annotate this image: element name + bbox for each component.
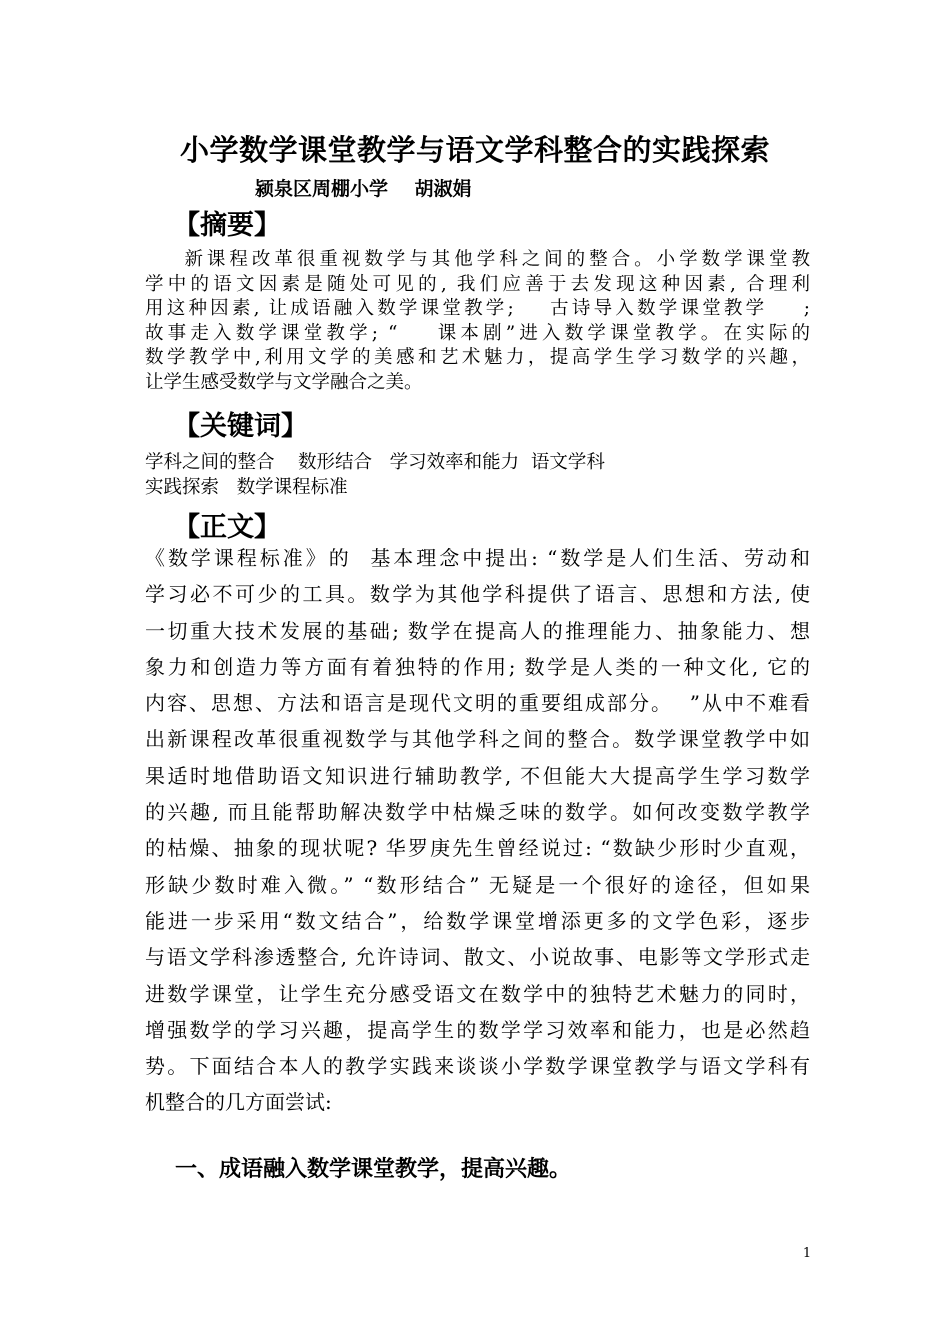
abstract-line: 学中的语文因素是随处可见的, 我们应善于去发现这种因素, 合理利 [145,273,810,295]
body-line: 《数学课程标准》的 基本理念中提出: “数学是人们生活、劳动和 [145,546,810,570]
keywords-line: 学科之间的整合 数形结合 学习效率和能力 语文学科 [145,452,605,473]
abstract-line: 数学教学中,利用文学的美感和艺术魅力，提高学生学习数学的兴趣， [145,347,810,368]
body-line: 象力和创造力等方面有着独特的作用; 数学是人类的一种文化, 它的 [145,654,810,679]
body-line: 机整合的几方面尝试: [145,1090,332,1115]
keywords-heading: 【关键词】 [173,411,308,442]
body-line: 一切重大技术发展的基础; 数学在提高人的推理能力、抽象能力、想 [145,618,810,643]
abstract-line: 让学生感受数学与文学融合之美。 [145,371,423,393]
abstract-line: 用这种因素, 让成语融入数学课堂教学; 古诗导入数学课堂教学 ; [145,298,810,319]
body-line: 能进一步采用“数文结合”，给数学课堂增添更多的文学色彩，逐步 [145,908,810,933]
abstract-line: 新课程改革很重视数学与其他学科之间的整合。小学数学课堂教 [145,249,810,270]
body-line: 学习必不可少的工具。数学为其他学科提供了语言、思想和方法, 使 [145,582,810,607]
abstract-paragraph [145,248,810,395]
body-line: 的枯燥、抽象的现状呢? 华罗庚先生曾经说过: “数缺少形时少直观， [145,836,810,861]
body-paragraph [145,540,810,1121]
page-number: 1 [802,1246,812,1261]
body-line: 果适时地借助语文知识进行辅助教学, 不但能大大提高学生学习数学 [145,763,810,788]
body-line: 出新课程改革很重视数学与其他学科之间的整合。数学课堂教学中如 [145,727,810,752]
body-line: 内容、思想、方法和语言是现代文明的重要组成部分。 ”从中不难看 [145,691,810,716]
body-line: 的兴趣, 而且能帮助解决数学中枯燥乏味的数学。如何改变数学教学 [145,800,810,825]
body-line: 增强数学的学习兴趣，提高学生的数学学习效率和能力，也是必然趋 [145,1017,810,1042]
keywords-line: 实践探索 数学课程标准 [145,477,348,498]
keywords-list [145,450,810,500]
abstract-heading: 【摘要】 [173,210,281,241]
body-line: 势。下面结合本人的教学实践来谈谈小学数学课堂教学与语文学科有 [145,1054,810,1079]
body-heading: 【正文】 [173,512,281,543]
author-line: 颍泉区周棚小学 胡淑娟 [255,178,472,200]
body-line: 进数学课堂，让学生充分感受语文在数学中的独特艺术魅力的同时， [145,981,810,1006]
body-line: 形缺少数时难入微。” “数形结合” 无疑是一个很好的途径，但如果 [145,872,810,897]
body-line: 与语文学科渗透整合, 允许诗词、散文、小说故事、电影等文学形式走 [145,945,810,970]
abstract-line: 故事走入数学课堂教学; “ 课本剧”进入数学课堂教学。在实际的 [145,322,810,344]
section-heading: 一、成语融入数学课堂教学，提高兴趣。 [175,1157,572,1182]
document-title: 小学数学课堂教学与语文学科整合的实践探索 [179,133,770,167]
